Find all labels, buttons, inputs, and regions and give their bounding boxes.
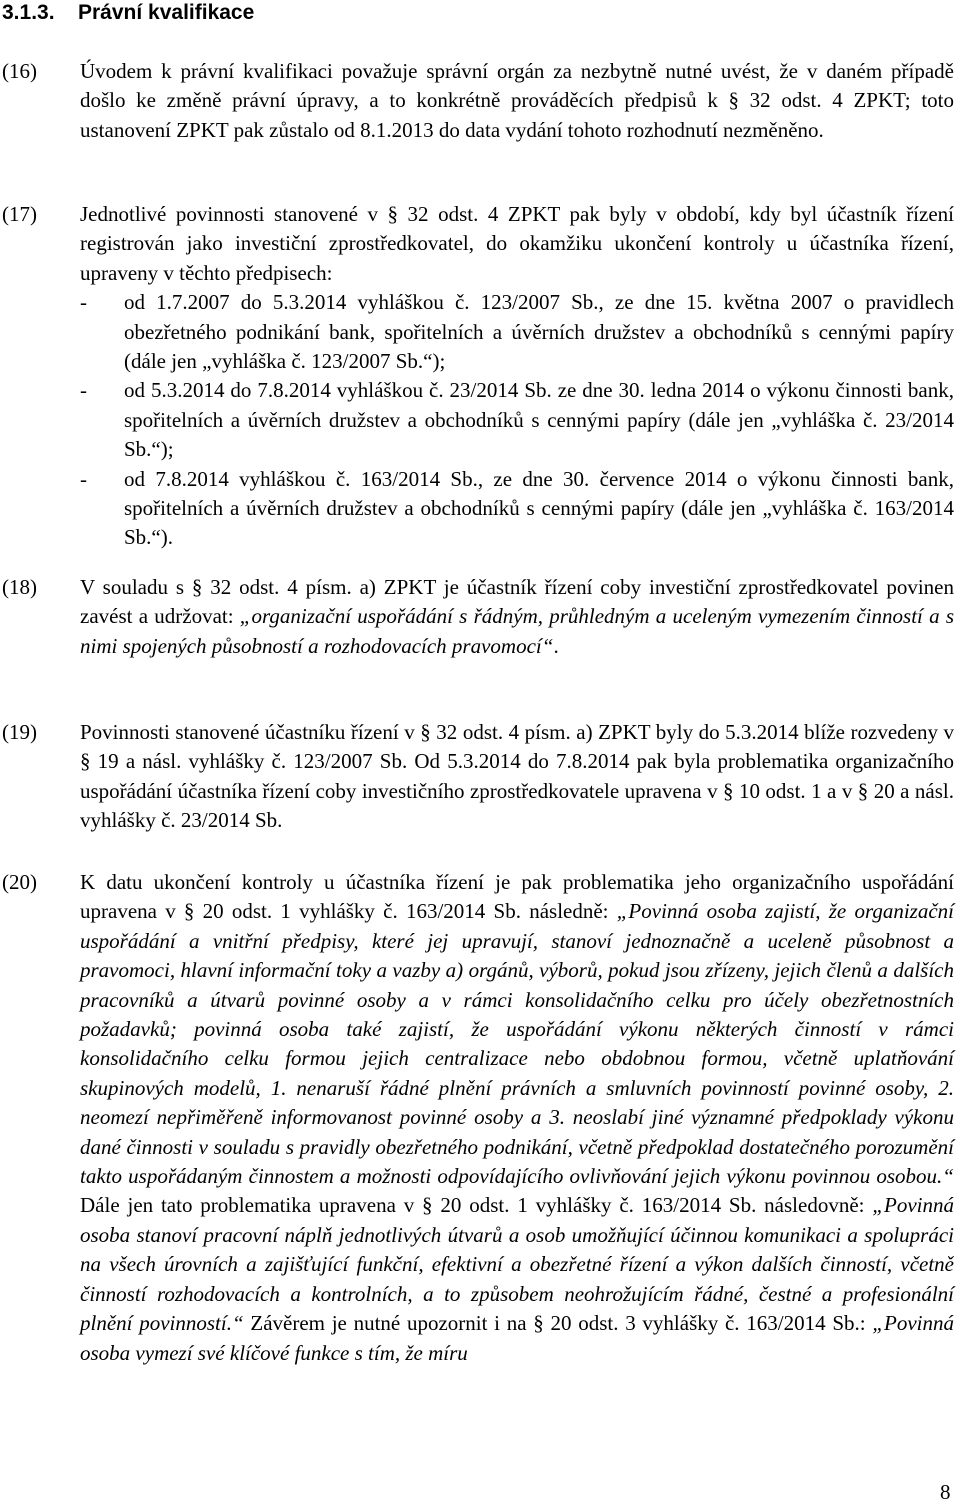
quoted-text: „organizační uspořádání s řádným, průhledným a uceleným vymezením činností a s nimi spojených působností a rozhodovacích pravomocí“ bbox=[80, 604, 954, 658]
page-number: 8 bbox=[940, 1480, 951, 1504]
quoted-text: „Povinná osoba stanoví pracovní náplň jednotlivých útvarů a osob umožňující účinnou komunikaci a spolupráci na všech úrovních a zajišťující funkční, efektivní a obezřetné řízení a výkon dalších činností, včetně činností rozhodovacích a kontrolních, a to způsobem neohrožujícím řádné, čestné a profesionální plnění povinností.“ bbox=[80, 1193, 954, 1336]
list-item bbox=[80, 288, 954, 376]
paragraph-body: Povinnosti stanovené účastníku řízení v § 32 odst. 4 písm. a) ZPKT byly do 5.3.2014 blíže rozvedeny v § 19 a násl. vyhlášky č. 123/2007 Sb. Od 5.3.2014 do 7.8.2014 pak byla problematika organizačního uspořádání účastníka řízení coby investičního zprostředkovatele upravena v § 10 odst. 1 a v § 20 a násl. vyhlášky č. 23/2014 Sb. bbox=[80, 720, 954, 833]
section-number: 3.1.3. bbox=[2, 1, 55, 24]
paragraph-body bbox=[80, 573, 954, 661]
paragraph-text bbox=[80, 718, 954, 836]
paragraph-body: Jednotlivé povinnosti stanovené v § 32 odst. 4 ZPKT pak byly v období, kdy byl účastník řízení registrován jako investiční zprostředkovatel, do okamžiku ukončení kontroly u účastníka řízení, upraveny v těchto předpisech: bbox=[80, 202, 954, 285]
list-item bbox=[80, 376, 954, 464]
section-heading bbox=[2, 0, 254, 26]
text-run: V souladu s § 32 odst. 4 písm. a) ZPKT je účastník řízení coby investiční zprostředkovatel povinen zavést a udržovat: bbox=[80, 575, 954, 629]
paragraph-number: (19) bbox=[2, 720, 37, 744]
text-run: Závěrem je nutné upozornit i na § 20 odst. 3 vyhlášky č. 163/2014 Sb.: bbox=[250, 1311, 866, 1336]
text-run: Dále jen tato problematika upravena v § 20 odst. 1 vyhlášky č. 163/2014 Sb. následovně: bbox=[80, 1193, 865, 1218]
list-dash: - bbox=[80, 378, 87, 403]
paragraph-text bbox=[80, 200, 954, 553]
text-run: K datu ukončení kontroly u účastníka řízení je pak problematika jeho organizačního uspořádání upravena v § 20 odst. 1 vyhlášky č. 163/2014 Sb. následně: bbox=[80, 870, 954, 924]
quoted-text: „Povinná osoba vymezí své klíčové funkce s tím, že míru bbox=[80, 1311, 955, 1365]
list-item-text: od 1.7.2007 do 5.3.2014 vyhláškou č. 123/2007 Sb., ze dne 15. května 2007 o pravidlech obezřetného podnikání bank, spořitelních a úvěrních družstev a obchodníků s cennými papíry (dále jen „vyhláška č. 123/2007 Sb.“); bbox=[124, 290, 954, 374]
list-item bbox=[80, 465, 954, 553]
text-run: . bbox=[553, 633, 559, 658]
list-item-text: od 7.8.2014 vyhláškou č. 163/2014 Sb., ze dne 30. července 2014 o výkonu činnosti bank, spořitelních a úvěrních družstev a obchodníků s cennými papíry (dále jen „vyhláška č. 163/2014 Sb.“). bbox=[124, 466, 954, 550]
list-dash: - bbox=[80, 466, 87, 491]
section-title: Právní kvalifikace bbox=[78, 1, 255, 24]
paragraph-body: Úvodem k právní kvalifikaci považuje správní orgán za nezbytně nutné uvést, že v daném případě došlo ke změně právní úpravy, a to konkrétně prováděcích předpisů k § 32 odst. 4 ZPKT; toto ustanovení ZPKT pak zůstalo od 8.1.2013 do data vydání tohoto rozhodnutí nezměněno. bbox=[80, 59, 954, 142]
list-item-text: od 5.3.2014 do 7.8.2014 vyhláškou č. 23/2014 Sb. ze dne 30. ledna 2014 o výkonu činnosti bank, spořitelních a úvěrních družstev a obchodníků s cennými papíry (dále jen „vyhláška č. 23/2014 Sb.“); bbox=[124, 378, 954, 462]
paragraph-body bbox=[80, 868, 954, 1368]
paragraph-number: (20) bbox=[2, 870, 37, 894]
paragraph-text bbox=[80, 573, 954, 661]
paragraph-text bbox=[80, 57, 954, 145]
paragraph-number: (18) bbox=[2, 575, 37, 599]
quoted-text: „Povinná osoba zajistí, že organizační uspořádání a vnitřní předpisy, které jej upravují, stanoví jednoznačně a uceleně působnost a pravomoci, hlavní informační toky a vazby a) orgánů, výborů, pokud jsou zřízeny, jejich členů a dalších pracovníků a útvarů povinné osoby a v rámci konsolidačního celku pro účely obezřetnostních požadavků; povinná osoba také zajistí, že uspořádání výkonu některých činností v rámci konsolidačního celku formou jejich centralizace nebo obdobnou formou, včetně uplatňování skupinových modelů, 1. nenaruší řádné plnění právních a smluvních povinností povinné osoby, 2. neomezí nepřiměřeně informovanost povinné osoby a 3. neoslabí jiné významné předpoklady výkonu dané činnosti v souladu s pravidly obezřetného podnikání, včetně předpoklad dostatečného porozumění takto uspořádaným činnostem a možnosti odpovídajícího ovlivňování jejich výkonu povinnou osobou.“ bbox=[80, 899, 954, 1189]
list-dash: - bbox=[80, 290, 87, 315]
paragraph-number: (17) bbox=[2, 202, 37, 226]
paragraph-number: (16) bbox=[2, 59, 37, 83]
paragraph-text bbox=[80, 868, 954, 1368]
